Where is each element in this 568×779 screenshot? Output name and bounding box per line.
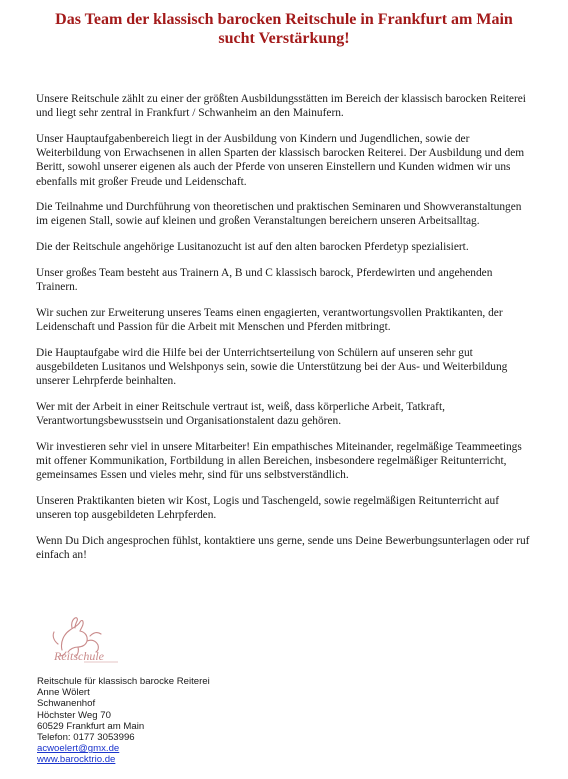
title-line-2: sucht Verstärkung! [218,30,350,47]
website-link[interactable]: www.barocktrio.de [37,754,116,766]
letter-body [36,92,532,574]
title-line-1: Das Team der klassisch barocken Reitschule in Frankfurt am Main [55,11,513,28]
horse-rider-logo-icon [40,614,126,666]
contact-city: 60529 Frankfurt am Main [37,720,145,732]
contact-block [37,676,337,766]
paragraph: Unser großes Team besteht aus Trainern A, B und C klassisch barock, Pferdewirten und angehenden Trainern. [36,266,493,294]
paragraph: Die Hauptaufgabe wird die Hilfe bei der Unterrichtserteilung von Schülern auf unseren sehr gut ausgebildeten Lusitanos und Welshponys sein, sowie die Unterstützung bei der Aus- und Weiterbildung unserer Lehrpferde beinhalten. [36,346,508,388]
paragraph: Wir investieren sehr viel in unsere Mitarbeiter! Ein empathisches Miteinander, regelmäßige Teammeetings mit offener Kommunikation, Fortbildung in allen Bereichen, insbesondere regelmäßiger Reitunterricht, gemeinsames Essen und vieles mehr, sind für uns selbstverständlich. [36,440,522,482]
paragraph: Die der Reitschule angehörige Lusitanozucht ist auf den alten barocken Pferdetyp spezialisiert. [36,241,469,254]
paragraph: Wer mit der Arbeit in einer Reitschule vertraut ist, weiß, dass körperliche Arbeit, Tatkraft, Verantwortungsbewusstsein und Organisationstalent dazu gehören. [36,400,445,427]
email-link[interactable]: acwoelert@gmx.de [37,743,120,755]
paragraph: Wir suchen zur Erweiterung unseres Teams einen engagierten, verantwortungsvollen Praktikanten, der Leidenschaft und Passion für die Arbeit mit Menschen und Pferden mitbringt. [36,306,503,333]
reitschule-logo [40,614,126,666]
contact-organization: Reitschule für klassisch barocke Reiterei [37,676,210,687]
page-title [20,10,548,48]
paragraph: Unsere Reitschule zählt zu einer der größten Ausbildungsstätten im Bereich der klassisch barocken Reiterei und liegt sehr zentral in Frankfurt / Schwanheim an den Mainufern. [36,93,526,120]
contact-name: Anne Wölert [37,687,90,699]
logo-wordmark: Reitschule [54,649,104,663]
paragraph: Unseren Praktikanten bieten wir Kost, Logis und Taschengeld, sowie regelmäßigen Reitunterricht auf unseren top ausgebildeten Lehrpferden. [36,494,500,521]
contact-place: Schwanenhof [37,698,96,710]
paragraph: Unser Hauptaufgabenbereich liegt in der Ausbildung von Kindern und Jugendlichen, sowie der Weiterbildung von Erwachsenen in allen Sparten der klassisch barocken Reiterei. Der Ausbildung und dem Beritt, sowohl unserer eigenen als auch der Pferde von unseren Einstellern und Kunden widmen wir uns ebenfalls mit großer Freude und Leidenschaft. [36,132,525,188]
contact-phone: Telefon: 0177 3053996 [37,732,135,744]
paragraph: Die Teilnahme und Durchführung von theoretischen und praktischen Seminaren und Showveranstaltungen im eigenen Stall, sowie auf kleinen und großen Veranstaltungen bereichern unseren Arbeitsalltag. [36,201,522,228]
paragraph: Wenn Du Dich angesprochen fühlst, kontaktiere uns gerne, sende uns Deine Bewerbungsunterlagen oder ruf einfach an! [36,534,530,561]
contact-street: Höchster Weg 70 [37,709,111,721]
